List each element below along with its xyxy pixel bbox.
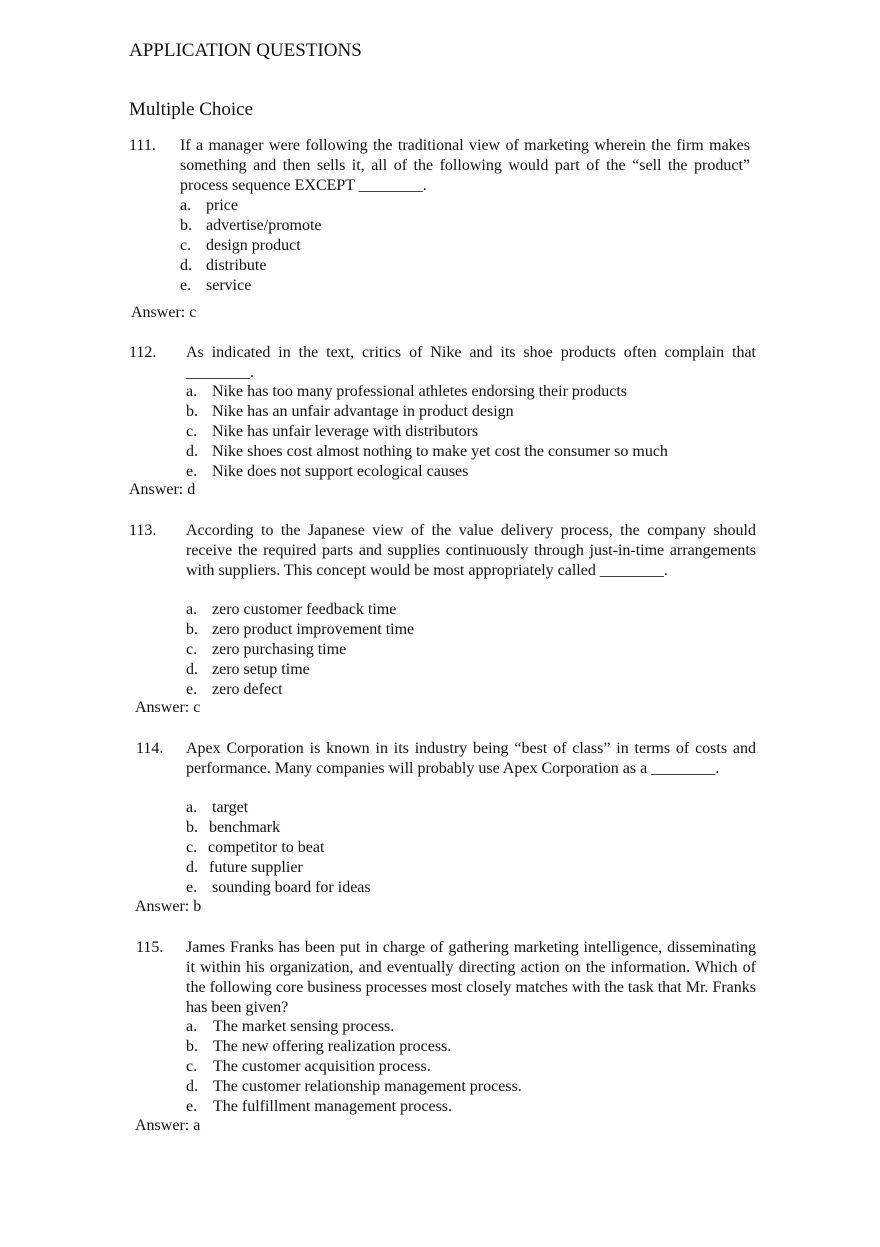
options-list — [186, 382, 756, 482]
option-e: e. zero defect — [186, 681, 283, 698]
question-number: 112. — [129, 344, 157, 361]
answer-111: Answer: c — [131, 304, 197, 321]
option-c: c. design product — [180, 237, 301, 254]
question-number: 114. — [136, 740, 164, 757]
question-stem: Apex Corporation is known in its industry being “best of class” in terms of costs and performance. Many companies will probably use Apex Corporation as a ________. — [186, 740, 756, 777]
options-list — [186, 1017, 756, 1117]
answer-113: Answer: c — [135, 699, 201, 716]
section-heading: Multiple Choice — [129, 99, 254, 120]
option-a: a. price — [180, 197, 238, 214]
option-b: b. advertise/promote — [180, 217, 322, 234]
option-d: d. Nike shoes cost almost nothing to make yet cost the consumer so much — [186, 443, 668, 460]
option-b: b. The new offering realization process. — [186, 1038, 452, 1055]
option-e: e. Nike does not support ecological causes — [186, 463, 469, 480]
options-list — [180, 196, 740, 296]
option-b: b. Nike has an unfair advantage in product design — [186, 403, 514, 420]
answer-114: Answer: b — [135, 898, 202, 915]
question-number: 115. — [136, 939, 164, 956]
option-d: d. future supplier — [186, 859, 303, 876]
option-d: d. The customer relationship management process. — [186, 1078, 522, 1095]
question-stem: According to the Japanese view of the value delivery process, the company should receive the required parts and supplies continuously through just-in-time arrangements with suppliers. This concept would be most appropriately called ________. — [186, 522, 756, 579]
option-c: c. competitor to beat — [186, 839, 325, 856]
question-stem: As indicated in the text, critics of Nike and its shoe products often complain that ________. — [186, 344, 756, 381]
option-a: a. target — [186, 799, 249, 816]
option-b: b. zero product improvement time — [186, 621, 415, 638]
question-number: 111. — [129, 137, 156, 154]
option-c: c. zero purchasing time — [186, 641, 347, 658]
question-stem: If a manager were following the traditional view of marketing wherein the firm makes something and then sells it, all of the following would part of the “sell the product” process sequence EXCEPT ________. — [180, 137, 750, 194]
question-number: 113. — [129, 522, 157, 539]
option-a: a. The market sensing process. — [186, 1018, 395, 1035]
answer-112: Answer: d — [129, 481, 196, 498]
answer-115: Answer: a — [135, 1117, 201, 1134]
option-d: d. distribute — [180, 257, 267, 274]
option-c: c. Nike has unfair leverage with distributors — [186, 423, 479, 440]
option-b: b. benchmark — [186, 819, 281, 836]
page-heading: APPLICATION QUESTIONS — [129, 40, 362, 61]
option-e: e. service — [180, 277, 252, 294]
option-d: d. zero setup time — [186, 661, 310, 678]
option-e: e. The fulfillment management process. — [186, 1098, 453, 1115]
option-c: c. The customer acquisition process. — [186, 1058, 431, 1075]
options-list — [186, 600, 756, 700]
question-stem: James Franks has been put in charge of gathering marketing intelligence, disseminating it within his organization, and eventually directing action on the information. Which of the following core business processes most closely matches with the task that Mr. Franks has been given? — [186, 939, 756, 1016]
option-a: a. zero customer feedback time — [186, 601, 397, 618]
option-e: e. sounding board for ideas — [186, 879, 371, 896]
option-a: a. Nike has too many professional athletes endorsing their products — [186, 383, 628, 400]
options-list — [186, 798, 756, 898]
